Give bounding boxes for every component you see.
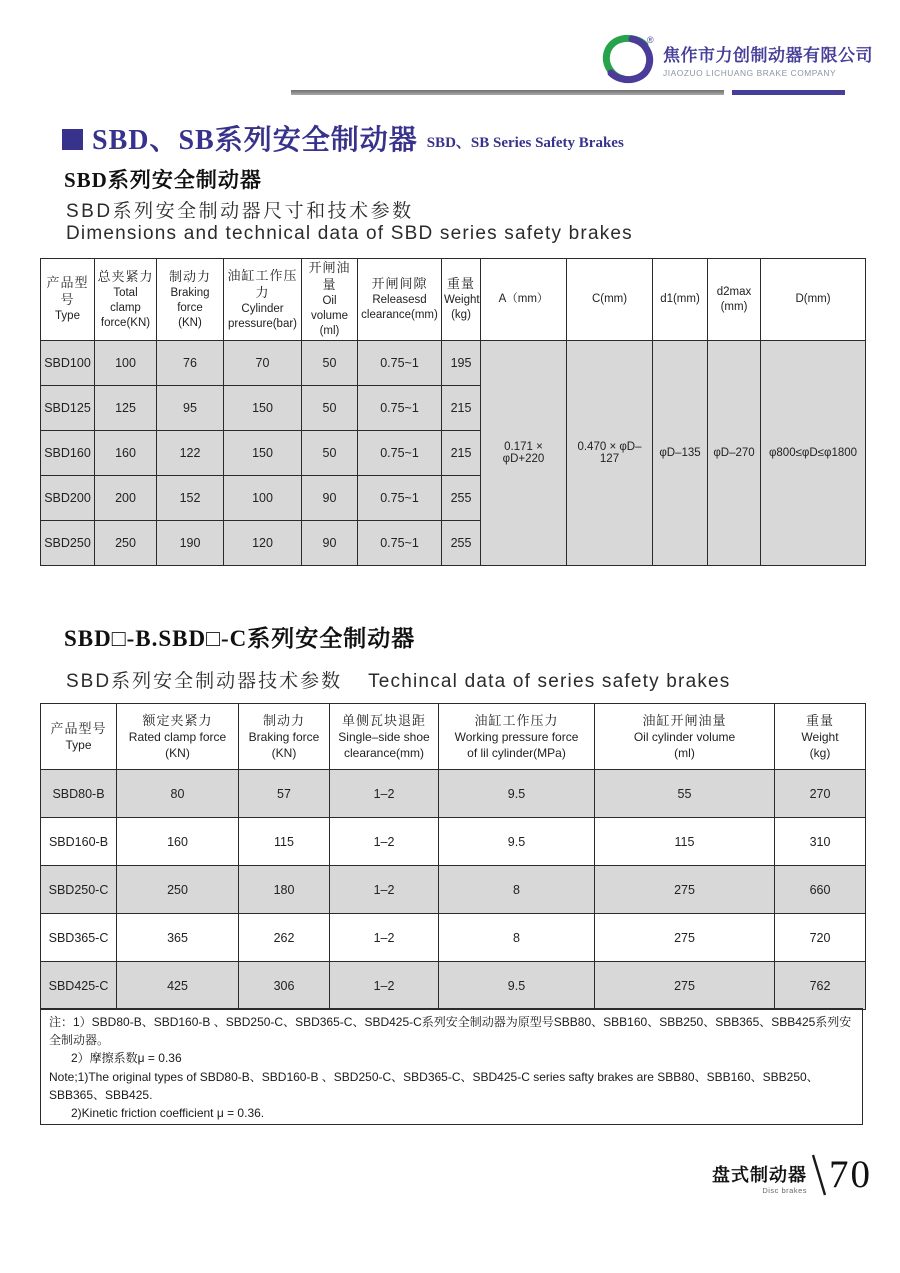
- column-header: 制动力 Braking force (KN): [157, 259, 224, 341]
- table-cell: 95: [157, 386, 224, 431]
- table-cell: 150: [224, 431, 302, 476]
- company-name-en: JIAOZUO LICHUANG BRAKE COMPANY: [663, 67, 837, 78]
- page-footer: [712, 1153, 872, 1197]
- table-cell: 57: [239, 770, 330, 818]
- notes-box: [40, 1008, 863, 1125]
- table-cell: SBD250-C: [41, 866, 117, 914]
- note-line-1: 注：1）SBD80-B、SBD160-B 、SBD250-C、SBD365-C、SBD425-C系列安全制动器为原型号SBB80、SBB160、SBB250、SBB365、SBB425系列安全制动器。: [49, 1015, 852, 1048]
- table-cell: 660: [775, 866, 866, 914]
- table-row: [41, 914, 866, 962]
- column-header: 开闸间隙 Releasesd clearance(mm): [358, 259, 442, 341]
- page-number: 70: [829, 1153, 872, 1196]
- table-cell: 100: [224, 476, 302, 521]
- table-cell: 50: [302, 431, 358, 476]
- note-line-2: 2）摩擦系数μ = 0.36: [71, 1051, 182, 1066]
- table-cell: 8: [439, 866, 595, 914]
- table-cell: 1–2: [330, 914, 439, 962]
- table-cell: 195: [442, 341, 481, 386]
- table-cell: SBD100: [41, 341, 95, 386]
- table-cell: 425: [117, 962, 239, 1010]
- table-cell: 275: [595, 866, 775, 914]
- column-header: A（mm）: [481, 259, 567, 341]
- table-header-row: [41, 704, 866, 770]
- table-cell: 250: [95, 521, 157, 566]
- table-cell: 215: [442, 431, 481, 476]
- section2-subheading-en: Techincal data of series safety brakes: [368, 671, 731, 692]
- table-row: [41, 770, 866, 818]
- table-row: [41, 866, 866, 914]
- table-cell: 50: [302, 341, 358, 386]
- page-title-en: SBD、SB Series Safety Brakes: [426, 135, 624, 151]
- column-header: 重量 Weight (kg): [442, 259, 481, 341]
- table-cell: 0.470 × φD–127: [567, 341, 653, 566]
- table-cell: SBD250: [41, 521, 95, 566]
- table-cell: φD–135: [653, 341, 708, 566]
- table-cell: 125: [95, 386, 157, 431]
- table-cell: 1–2: [330, 818, 439, 866]
- table-cell: 1–2: [330, 770, 439, 818]
- table-cell: SBD80-B: [41, 770, 117, 818]
- table-cell: 720: [775, 914, 866, 962]
- table-cell: 152: [157, 476, 224, 521]
- table-row: [41, 962, 866, 1010]
- column-header: 油缸开闸油量 Oil cylinder volume (ml): [595, 704, 775, 770]
- page-title-cn: SBD、SB系列安全制动器: [92, 125, 418, 156]
- table-cell: φD–270: [708, 341, 761, 566]
- table-cell: 0.75~1: [358, 431, 442, 476]
- table-cell: 0.75~1: [358, 521, 442, 566]
- table-cell: 90: [302, 476, 358, 521]
- section1-subheading-cn: SBD系列安全制动器尺寸和技术参数: [66, 201, 414, 222]
- table-cell: 100: [95, 341, 157, 386]
- table-cell: 160: [95, 431, 157, 476]
- column-header: d2max (mm): [708, 259, 761, 341]
- table-cell: 9.5: [439, 770, 595, 818]
- table-cell: 190: [157, 521, 224, 566]
- table-cell: 9.5: [439, 962, 595, 1010]
- table-cell: 762: [775, 962, 866, 1010]
- table-cell: 255: [442, 476, 481, 521]
- table-cell: 306: [239, 962, 330, 1010]
- table-cell: 1–2: [330, 962, 439, 1010]
- footer-label-en: Disc brakes: [762, 1186, 807, 1195]
- table-cell: 1–2: [330, 866, 439, 914]
- registered-trademark-icon: ®: [647, 35, 654, 45]
- section1-subheading-en: Dimensions and technical data of SBD series safety brakes: [66, 223, 633, 244]
- column-header: d1(mm): [653, 259, 708, 341]
- column-header: D(mm): [761, 259, 866, 341]
- table-cell: 0.171 × φD+220: [481, 341, 567, 566]
- title-bullet-square: [62, 129, 83, 150]
- table-cell: 365: [117, 914, 239, 962]
- table-cell: 200: [95, 476, 157, 521]
- company-logo: [598, 34, 873, 84]
- footer-label-cn: 盘式制动器: [712, 1165, 807, 1185]
- header-divider-gray: [291, 90, 724, 95]
- table-cell: 76: [157, 341, 224, 386]
- table-cell: 122: [157, 431, 224, 476]
- table-cell: 270: [775, 770, 866, 818]
- section1-heading: SBD系列安全制动器: [64, 168, 262, 192]
- column-header: C(mm): [567, 259, 653, 341]
- table-cell: 180: [239, 866, 330, 914]
- column-header: 制动力 Braking force (KN): [239, 704, 330, 770]
- column-header: 产品型号 Type: [41, 704, 117, 770]
- column-header: 油缸工作压力 Working pressure force of lil cylinder(MPa): [439, 704, 595, 770]
- column-header: 重量 Weight (kg): [775, 704, 866, 770]
- column-header: 油缸工作压力 Cylinder pressure(bar): [224, 259, 302, 341]
- header-divider-purple: [732, 90, 845, 95]
- footer-slash-divider: [810, 1153, 828, 1197]
- table-cell: 80: [117, 770, 239, 818]
- table-cell: 55: [595, 770, 775, 818]
- company-logo-icon: [598, 34, 656, 84]
- table-cell: SBD365-C: [41, 914, 117, 962]
- note-line-4: 2)Kinetic friction coefficient μ = 0.36.: [71, 1106, 265, 1121]
- table-cell: 50: [302, 386, 358, 431]
- table-cell: 90: [302, 521, 358, 566]
- table-cell: 0.75~1: [358, 476, 442, 521]
- table-cell: 150: [224, 386, 302, 431]
- table-cell: 0.75~1: [358, 341, 442, 386]
- table-row: [41, 341, 866, 386]
- section2-heading: SBD□-B.SBD□-C系列安全制动器: [64, 626, 416, 651]
- table-cell: 115: [239, 818, 330, 866]
- table-cell: 9.5: [439, 818, 595, 866]
- table-cell: SBD160-B: [41, 818, 117, 866]
- table-header-row: [41, 259, 866, 341]
- section2-subheading: [66, 666, 731, 693]
- company-name-cn: 焦作市力创制动器有限公司: [663, 45, 873, 65]
- table-cell: SBD200: [41, 476, 95, 521]
- table-cell: 8: [439, 914, 595, 962]
- table-cell: 310: [775, 818, 866, 866]
- column-header: 单侧瓦块退距 Single–side shoe clearance(mm): [330, 704, 439, 770]
- sbd-dimensions-table: [40, 258, 866, 566]
- table-cell: 250: [117, 866, 239, 914]
- table-cell: 160: [117, 818, 239, 866]
- table-cell: 275: [595, 914, 775, 962]
- column-header: 总夹紧力 Total clamp force(KN): [95, 259, 157, 341]
- sbd-technical-table: [40, 703, 866, 1010]
- column-header: 产品型号 Type: [41, 259, 95, 341]
- table-cell: 255: [442, 521, 481, 566]
- column-header: 额定夹紧力 Rated clamp force (KN): [117, 704, 239, 770]
- table-cell: 0.75~1: [358, 386, 442, 431]
- table-cell: 120: [224, 521, 302, 566]
- table-cell: 275: [595, 962, 775, 1010]
- table-cell: φ800≤φD≤φ1800: [761, 341, 866, 566]
- table-cell: 215: [442, 386, 481, 431]
- table-cell: SBD425-C: [41, 962, 117, 1010]
- table-cell: 115: [595, 818, 775, 866]
- column-header: 开闸油量 Oil volume (ml): [302, 259, 358, 341]
- note-line-3: Note;1)The original types of SBD80-B、SBD160-B 、SBD250-C、SBD365-C、SBD425-C series safty brakes are SBB80、SBB160、SBB250、SBB365、SBB425.: [49, 1069, 819, 1102]
- page-title: [62, 127, 624, 155]
- table-cell: 262: [239, 914, 330, 962]
- table-cell: SBD160: [41, 431, 95, 476]
- table-cell: 70: [224, 341, 302, 386]
- table-row: [41, 818, 866, 866]
- section2-subheading-cn: SBD系列安全制动器技术参数: [66, 671, 343, 692]
- table-cell: SBD125: [41, 386, 95, 431]
